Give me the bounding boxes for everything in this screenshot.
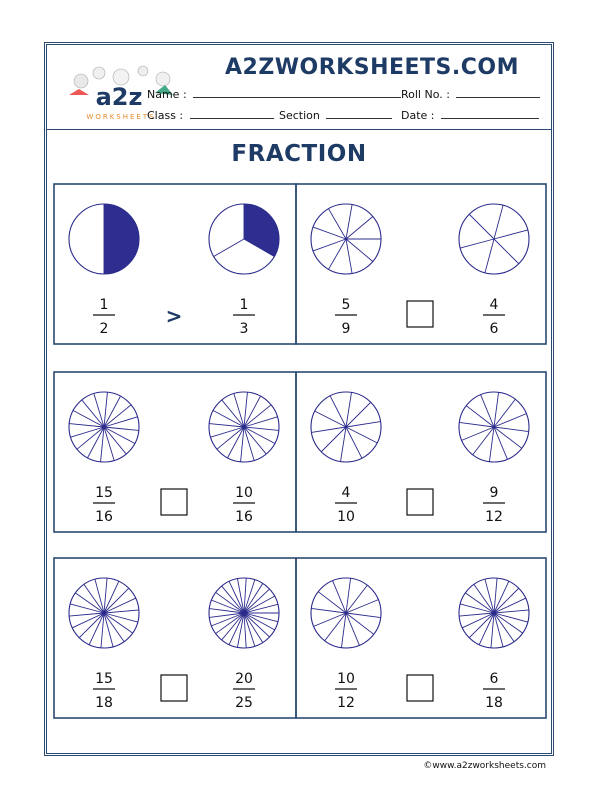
right-fraction — [233, 671, 255, 711]
shaded-sector — [104, 204, 139, 274]
answer-box[interactable] — [407, 489, 433, 515]
sector-divider — [79, 613, 104, 638]
footer-copyright: ©www.a2zworksheets.com — [423, 761, 546, 771]
left-fraction — [93, 671, 115, 711]
left-fraction — [93, 297, 115, 337]
sector-divider — [460, 239, 494, 248]
numerator: 6 — [489, 671, 499, 687]
sector-divider — [346, 217, 373, 239]
problem-panel — [54, 184, 296, 344]
denominator: 18 — [485, 695, 503, 711]
sector-divider — [313, 239, 346, 251]
numerator: 5 — [341, 297, 351, 313]
logo-subtext: WORKSHEETS — [86, 113, 156, 121]
right-fraction-circle — [459, 392, 529, 462]
left-fraction — [335, 297, 357, 337]
sector-divider — [237, 613, 244, 647]
roll-label: Roll No. : — [401, 88, 450, 101]
right-fraction-circle — [209, 392, 279, 462]
comparison-answer: > — [165, 304, 183, 328]
sector-divider — [104, 588, 129, 613]
answer-box[interactable] — [161, 675, 187, 701]
left-fraction-circle — [69, 578, 139, 648]
sector-divider — [222, 400, 244, 427]
numerator: 1 — [99, 297, 109, 313]
sector-divider — [346, 427, 362, 458]
right-fraction-circle — [459, 204, 529, 274]
denominator: 2 — [99, 321, 109, 337]
sector-divider — [494, 239, 519, 264]
denominator: 9 — [341, 321, 351, 337]
denominator: 12 — [337, 695, 355, 711]
sector-divider — [315, 411, 346, 427]
sector-divider — [313, 227, 346, 239]
sector-divider — [244, 427, 266, 454]
sector-divider — [104, 405, 131, 427]
sector-divider — [82, 400, 104, 427]
left-fraction-circle — [311, 392, 381, 462]
right-fraction-circle — [209, 204, 279, 274]
numerator: 1 — [239, 297, 249, 313]
sector-divider — [329, 239, 347, 269]
left-fraction — [335, 485, 357, 525]
problem-panel — [296, 558, 546, 718]
left-fraction-circle — [69, 204, 139, 274]
left-fraction-circle — [311, 578, 381, 648]
left-fraction — [335, 671, 357, 711]
sector-divider — [494, 230, 528, 239]
answer-box[interactable] — [407, 301, 433, 327]
numerator: 4 — [489, 297, 499, 313]
left-fraction-circle — [311, 204, 381, 274]
numerator: 10 — [235, 485, 253, 501]
numerator: 15 — [95, 671, 113, 687]
sector-divider — [244, 405, 271, 427]
right-fraction — [483, 485, 505, 525]
site-name: A2ZWORKSHEETS.COM — [224, 55, 519, 80]
sector-divider — [346, 427, 377, 443]
right-fraction — [233, 297, 255, 337]
section-label: Section — [279, 109, 320, 122]
sector-divider — [77, 427, 104, 449]
sector-divider — [104, 427, 126, 454]
denominator: 18 — [95, 695, 113, 711]
sector-divider — [494, 205, 503, 239]
numerator: 20 — [235, 671, 253, 687]
left-fraction — [93, 485, 115, 525]
right-fraction-circle — [459, 578, 529, 648]
numerator: 9 — [489, 485, 499, 501]
right-fraction-circle — [209, 578, 279, 648]
problem-panel — [54, 372, 296, 532]
numerator: 4 — [341, 485, 351, 501]
sector-divider — [214, 239, 244, 257]
denominator: 16 — [235, 509, 253, 525]
name-label: Name : — [147, 88, 187, 101]
logo-text: a2z — [95, 83, 143, 111]
sector-divider — [346, 239, 373, 261]
problem-panel — [296, 184, 546, 344]
sector-divider — [237, 579, 244, 613]
denominator: 6 — [489, 321, 499, 337]
denominator: 3 — [239, 321, 249, 337]
denominator: 16 — [95, 509, 113, 525]
date-label: Date : — [401, 109, 435, 122]
sector-divider — [346, 205, 352, 239]
numerator: 10 — [337, 671, 355, 687]
denominator: 10 — [337, 509, 355, 525]
denominator: 25 — [235, 695, 253, 711]
sector-divider — [485, 239, 494, 273]
right-fraction — [483, 671, 505, 711]
sector-divider — [469, 214, 494, 239]
sector-divider — [494, 588, 519, 613]
numerator: 15 — [95, 485, 113, 501]
sector-divider — [329, 209, 347, 239]
right-fraction — [483, 297, 505, 337]
class-label: Class : — [147, 109, 184, 122]
right-fraction — [233, 485, 255, 525]
page-title: FRACTION — [231, 141, 367, 167]
sector-divider — [469, 613, 494, 638]
sector-divider — [330, 396, 346, 427]
problem-panel — [296, 372, 546, 532]
answer-box[interactable] — [407, 675, 433, 701]
problem-panel — [54, 558, 296, 718]
left-fraction-circle — [69, 392, 139, 462]
sector-divider — [346, 239, 352, 273]
denominator: 12 — [485, 509, 503, 525]
answer-box[interactable] — [161, 489, 187, 515]
sector-divider — [217, 427, 244, 449]
